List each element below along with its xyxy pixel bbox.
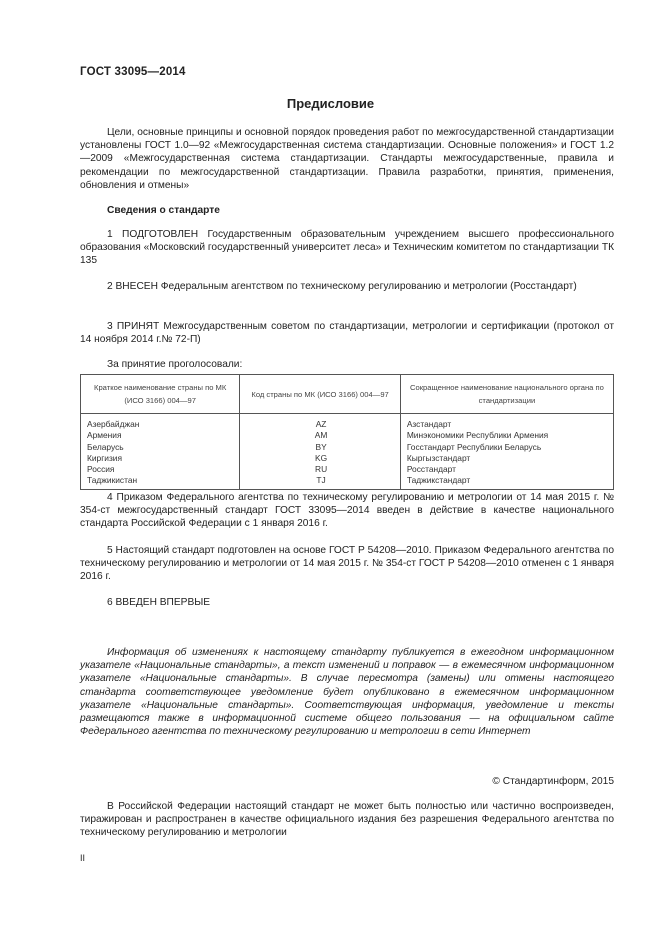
table-row — [81, 475, 614, 489]
table-row — [81, 464, 614, 475]
copyright: © Стандартинформ, 2015 — [492, 776, 614, 787]
item-1-text: 1 ПОДГОТОВЛЕН Государственным образовательным учреждением высшего профессионального образования «Московский государственный университет леса» и Техническим комитетом по стандартизации ТК 135 — [80, 229, 614, 267]
item-4 — [80, 491, 614, 531]
item-3-text: 3 ПРИНЯТ Межгосударственным советом по стандартизации, метрологии и сертификации (протокол от 14 ноября 2014 г.№ 72-П) — [80, 321, 614, 346]
section-subtitle: Сведения о стандарте — [107, 205, 220, 216]
item-4-text: 4 Приказом Федерального агентства по техническому регулированию и метрологии от 14 мая 2015 г. № 354-ст межгосударственный стандарт ГОСТ 33095—2014 введен в действие в качестве национального стандарта Российской Федерации с 1 января 2016 г. — [80, 492, 614, 530]
voted-label — [80, 358, 614, 371]
table-cell-body: Госстандарт Республики Беларусь — [400, 442, 613, 453]
table-header-body: Сокращенное наименование национального органа по стандартизации — [400, 375, 613, 414]
intro-text: Цели, основные принципы и основной порядок проведения работ по межгосударственной стандартизации установлены ГОСТ 1.0—92 «Межгосударственная система стандартизации. Основные положения» и ГОСТ 1.2—2009 «Межгосударственная система стандартизации. Стандарты межгосударственные, правила и рекомендации по межгосударственной стандартизации. Правила разработки, принятия, применения, обновления и отмены» — [80, 127, 614, 191]
document-header: ГОСТ 33095—2014 — [80, 66, 186, 78]
countries-table — [80, 374, 614, 490]
table-cell-code: RU — [240, 464, 401, 475]
item-5 — [80, 544, 614, 584]
item-1 — [80, 228, 614, 268]
table-cell-body: Минэкономики Республики Армения — [400, 430, 613, 441]
table-cell-body: Кыргызстандарт — [400, 453, 613, 464]
table-cell-body: Росстандарт — [400, 464, 613, 475]
info-notice — [80, 646, 614, 738]
table-cell-code: AZ — [240, 414, 401, 431]
table-cell-code: BY — [240, 442, 401, 453]
table-header-code: Код страны по МК (ИСО 3166) 004—97 — [240, 375, 401, 414]
item-2 — [80, 280, 614, 293]
table-cell-country: Таджикистан — [81, 475, 240, 489]
table-cell-code: KG — [240, 453, 401, 464]
table-cell-code: AM — [240, 430, 401, 441]
table-cell-country: Россия — [81, 464, 240, 475]
item-6-text: 6 ВВЕДЕН ВПЕРВЫЕ — [107, 597, 211, 608]
page-title: Предисловие — [286, 96, 375, 111]
table-cell-code: TJ — [240, 475, 401, 489]
item-3 — [80, 320, 614, 346]
item-6 — [80, 596, 614, 609]
legal-notice — [80, 800, 614, 840]
table-cell-body: Таджикстандарт — [400, 475, 613, 489]
table-cell-country: Армения — [81, 430, 240, 441]
table-header-row — [81, 375, 614, 414]
table-cell-country: Азербайджан — [81, 414, 240, 431]
table-header-country: Краткое наименование страны по МК (ИСО 3166) 004—97 — [81, 375, 240, 414]
table-cell-body: Азстандарт — [400, 414, 613, 431]
table-row — [81, 453, 614, 464]
table-row — [81, 442, 614, 453]
table-cell-country: Беларусь — [81, 442, 240, 453]
table-cell-country: Киргизия — [81, 453, 240, 464]
page-number: II — [80, 853, 86, 863]
table-row — [81, 414, 614, 431]
table-row — [81, 430, 614, 441]
voted-text: За принятие проголосовали: — [107, 359, 243, 370]
legal-notice-text: В Российской Федерации настоящий стандарт не может быть полностью или частично воспроизведен, тиражирован и распространен в качестве официального издания без разрешения Федерального агентства по техническому регулированию и метрологии — [80, 801, 614, 839]
item-2-text: 2 ВНЕСЕН Федеральным агентством по техническому регулированию и метрологии (Росстандарт) — [107, 281, 577, 292]
info-notice-text: Информация об изменениях к настоящему стандарту публикуется в ежегодном информационном указателе «Национальные стандарты», а текст изменений и поправок — в ежемесячном информационном указателе «Национальные стандарты». В случае пересмотра (замены) или отмены настоящего стандарта соответствующее уведомление будет опубликовано в ежемесячном информационном указателе «Национальные стандарты». Соответствующая информация, уведомление и тексты размещаются также в информационной системе общего пользования — на официальном сайте Федерального агентства по техническому регулированию и метрологии в сети Интернет — [80, 647, 614, 738]
intro-paragraph — [80, 126, 614, 192]
item-5-text: 5 Настоящий стандарт подготовлен на основе ГОСТ Р 54208—2010. Приказом Федерального агентства по техническому регулированию и метрологии от 14 мая 2015 г. № 354-ст ГОСТ Р 54208—2010 отменен с 1 января 2016 г. — [80, 545, 614, 583]
